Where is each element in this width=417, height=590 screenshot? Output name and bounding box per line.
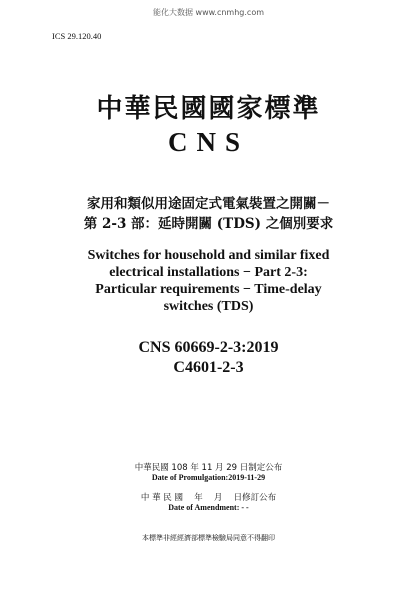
watermark-text: 能化大数据 www.cnmhg.com — [152, 8, 265, 17]
english-title-line-2: electrical installations − Part 2-3: — [109, 265, 308, 280]
chinese-title-line-1: 家用和類似用途固定式電氣裝置之開關－ — [87, 196, 330, 212]
english-title-line-1: Switches for household and similar fixed — [87, 248, 330, 263]
english-title-line-4: switches (TDS) — [163, 299, 254, 314]
english-title-line-3: Particular requirements − Time-delay — [95, 282, 322, 297]
chinese-title-line-2: 第 2-3 部：延時開關 (TDS) 之個別要求 — [83, 216, 334, 232]
promulgation-date-en: Date of Promulgation:2019-11-29 — [151, 473, 266, 482]
copyright-notice: 本標準非經經濟部標準檢驗局同意不得翻印 — [142, 534, 275, 542]
standard-title: 中華民國國家標準 — [96, 94, 321, 124]
amendment-date-zh: 中 華 民 國 年 月 日修訂公布 — [140, 493, 277, 503]
classification-number: C4601-2-3 — [173, 359, 244, 376]
promulgation-date-zh: 中華民國 108 年 11 月 29 日制定公布 — [134, 463, 283, 473]
amendment-date-en: Date of Amendment: - - — [168, 503, 249, 512]
standard-number: CNS 60669-2-3:2019 — [138, 339, 279, 356]
cns-label: CNS — [167, 127, 249, 157]
ics-code: ICS 29.120.40 — [52, 31, 102, 41]
